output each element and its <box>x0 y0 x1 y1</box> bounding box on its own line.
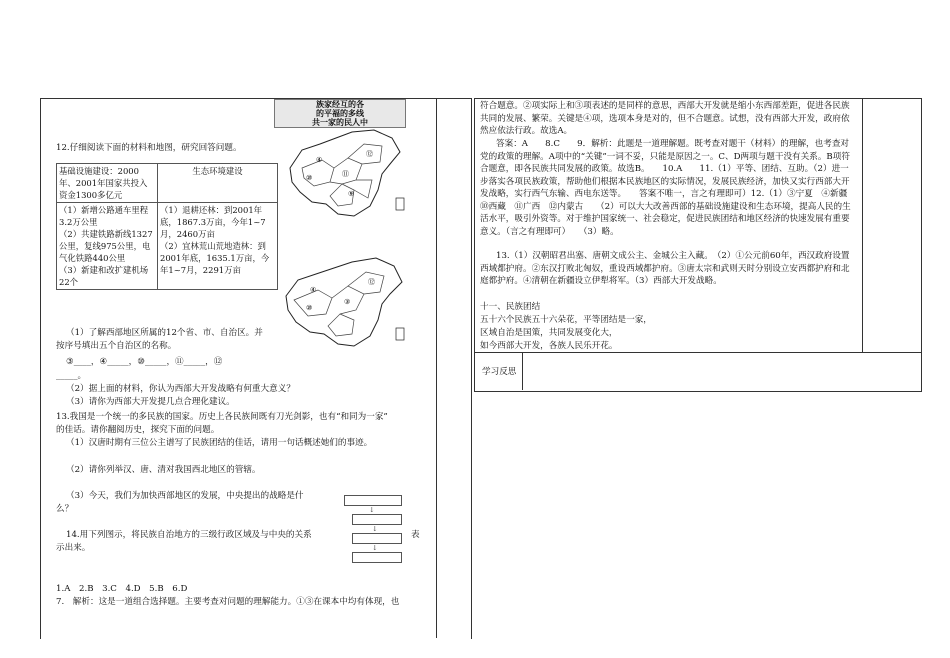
map-label: ④ <box>310 286 317 294</box>
q12-table <box>56 163 278 290</box>
map-label: ⑪ <box>342 170 349 178</box>
map-label: ⑩ <box>306 304 313 312</box>
right-panel-divider <box>862 98 863 352</box>
reflection-label: 学习反思 <box>482 367 517 377</box>
china-map-top <box>282 128 412 224</box>
table-item: （1）退耕还林：到2001年底，1867.3万亩，今年1~7月，2460万亩 <box>160 205 266 239</box>
q12-sub1-line2: 按序号填出五个自治区的名称。 <box>56 341 177 351</box>
map-label: ⑫ <box>366 150 373 158</box>
q12-sub3: （3）请你为西部大开发提几点合理化建议。 <box>66 397 235 407</box>
q13-sub2: （2）请你列举汉、唐、清对我国西北地区的管辖。 <box>66 465 261 475</box>
table-item: （1）新增公路通车里程3.2万公里 <box>59 205 149 227</box>
diagram-box-1 <box>344 495 402 506</box>
reflection-divider <box>522 352 523 390</box>
banner-image <box>274 99 406 128</box>
q13-sub1: （1）汉唐时期有三位公主谱写了民族团结的佳话，请用一句话概述她们的事迹。 <box>66 438 373 448</box>
banner-line: 共一家的民人中 <box>312 117 368 127</box>
q12-sub2: （2）据上面的材料，你认为西部大开发战略有何重大意义？ <box>66 384 295 394</box>
diagram-box-3 <box>352 533 402 544</box>
map-label: ⑩ <box>306 174 313 182</box>
q14-line1: 14.用下列图示，将民族自治地方的三级行政区域及与中央的关系 <box>66 530 312 540</box>
q14-line1-tail: 表 <box>411 530 420 540</box>
q12-sub1-blanks: ③____，④_____，⑩_____，⑪_____，⑫ <box>66 357 223 367</box>
poem-line: 如今西部大开发，各族人民乐开花。 <box>480 341 618 351</box>
poem-line: 区域自治是国策，共同发展变化大， <box>480 328 618 338</box>
map-label: ④ <box>316 156 323 164</box>
q14-line2: 示出来。 <box>56 543 91 553</box>
section-title: 十一、民族团结 <box>480 302 541 312</box>
q13-title-line1: 13.我国是一个统一的多民族的国家。历史上各民族间既有刀光剑影，也有“和同为一家” <box>56 412 388 422</box>
diagram-box-2 <box>352 514 402 525</box>
q12-sub1-line1: （1）了解西部地区所属的12个省、市、自治区。并 <box>66 328 263 338</box>
table-header: 生态环境建设 <box>158 164 278 203</box>
q12-title: 12.仔细阅读下面的材料和地图，研究回答问题。 <box>56 143 242 153</box>
diagram-box-4 <box>352 552 402 563</box>
answer-paragraph-3: 13.（1）汉朝昭君出塞、唐朝文成公主、金城公主入藏。 （2）①公元前60年，西汉政府设置西域都护府。②东汉打败北匈奴，重设西域都护府。③唐太宗和武则天时分别设立安西都护府和北庭都护府。④清朝在新疆设立伊犁将军。（3）西部大开发战略。 <box>480 251 850 286</box>
table-header: 基础设施建设：2000年、2001年国家共投入资金1300多亿元 <box>57 164 158 203</box>
map-label: ③ <box>344 298 351 306</box>
q13-sub3-line2: 么？ <box>56 504 74 514</box>
table-item: （2）共建铁路新线1327公里，复线975公里，电气化铁路440公里 <box>59 229 153 263</box>
map-label: ⑨ <box>348 190 355 198</box>
answers-line2: 7. 解析：这是一道组合选择题。主要考查对问题的理解能力。①③在课本中均有体现，也 <box>56 597 400 607</box>
table-item: （2）宜林荒山荒地造林：到2001年底，1635.1万亩，今年1~7月，2291万亩 <box>160 241 270 275</box>
banner-line: 族家经互的各 <box>316 99 364 109</box>
table-cell <box>57 203 158 290</box>
answers-line1: 1.A 2.B 3.C 4.D 5.B 6.D <box>56 584 188 594</box>
answer-paragraph-1: 符合题意。②项实际上和③项表述的是同样的意思，西部大开发就是缩小东西部差距，促进各民族共同的发展、繁荣。关键是④项，选项本身是对的，但不合题意。试想，没有西部大开发，政府依然应依法行政。故选A。 <box>480 101 850 136</box>
arrow-down-icon: ↓ <box>372 544 378 552</box>
map-label: ⑫ <box>368 278 375 286</box>
table-item: （3）新建和改扩建机场22个 <box>59 265 149 287</box>
arrow-down-icon: ↓ <box>369 506 375 514</box>
q13-title-line2: 的佳话。请你翻阅历史，探究下面的问题。 <box>56 425 220 435</box>
poem-line: 五十六个民族五十六朵花，平等团结是一家， <box>480 315 652 325</box>
banner-line: 的平福的多线 <box>316 108 364 118</box>
q13-sub3-line1: （3）今天，我们为加快西部地区的发展，中央提出的战略是什 <box>66 491 304 501</box>
q12-sub1-tail: _____。 <box>56 371 87 381</box>
answer-paragraph-2: 答案：A 8.C 9．解析：此题是一道理解题。既考查对题干（材料）的理解，也考查对党的政策的理解。A项中的“关键”一词不妥，只能是原因之一。C、D两项与题干没有关系。B项符合题意，即各民族共同发展的政策。故选B。 10.A 11.（1）平等、团结、互助。（2）进一步落实各项民族政策，帮助他们根据本民族地区的实际情况，发展民族经济，加快又实行西部大开发战略，实行西气东输、西电东送等。 答案不唯一，言之有理即可）12.（1）③宁夏 ④新疆 ⑩西藏 ⑪广西 ⑫内蒙古 （2）可以大大改善西部的基础设施建设和生态环境，提高人民的生活水平，吸引外资等。对于维护国家统一、社会稳定，促进民族团结和地区经济的快速发展有重要意义。（言之有理即可） （3）略。 <box>480 139 856 237</box>
table-cell <box>158 203 278 290</box>
left-panel-divider <box>436 98 437 638</box>
china-map-bottom <box>280 256 412 352</box>
arrow-down-icon: ↓ <box>372 525 378 533</box>
